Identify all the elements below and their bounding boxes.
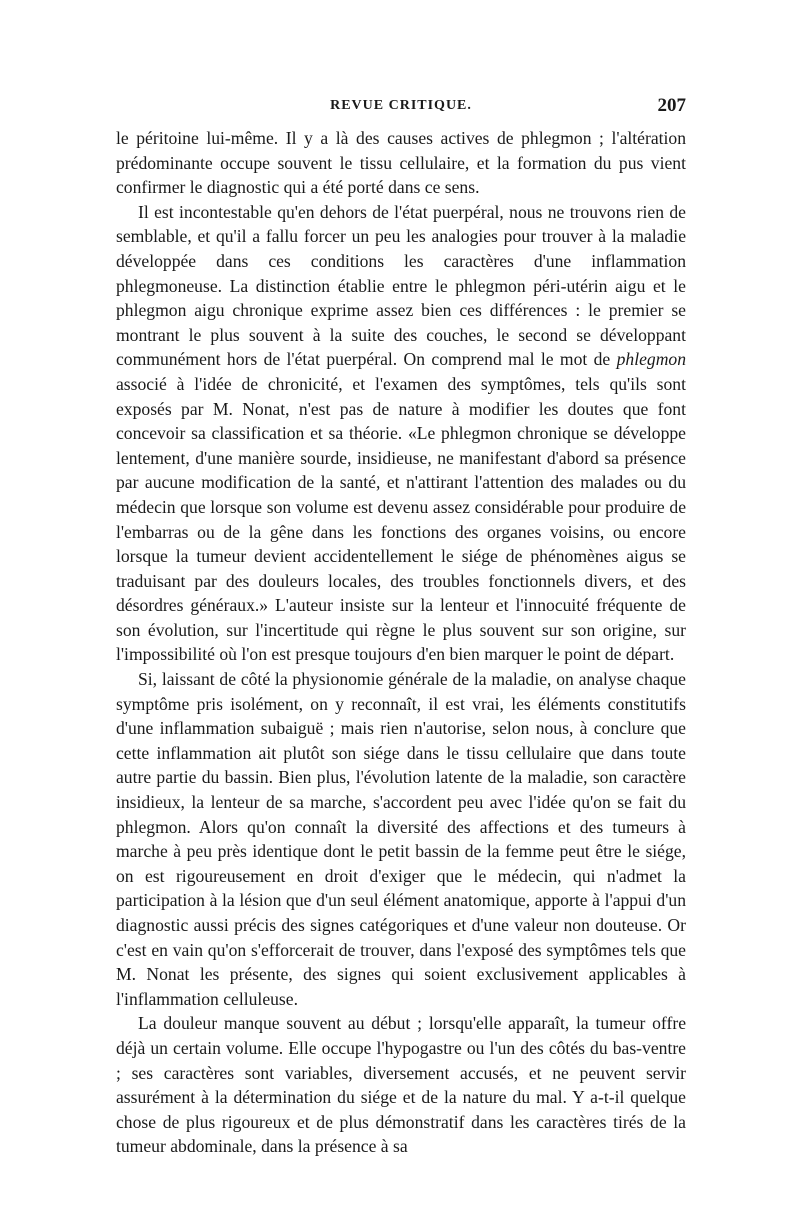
paragraph-symptom-analysis: Si, laissant de côté la physionomie générale de la maladie, on analyse chaque symptôme pris isolément, on y reconnaît, il est vrai, les éléments constitutifs d'une inflammation subaiguë ; mais rien n'autorise, selon nous, à conclure que cette inflammation ait plutôt son siége dans le tissu cellulaire que dans toute autre partie du bassin. Bien plus, l'évolution latente de la maladie, son caractère insidieux, la lenteur de sa marche, s'accordent peu avec l'idée qu'on se fait du phlegmon. Alors qu'on connaît la diversité des affections et des tumeurs à marche à peu près identique dont le petit bassin de la femme peut être le siége, on est rigoureusement en droit d'exiger que le médecin, qui n'admet la participation à la lésion que d'un seul élément anatomique, apporte à l'appui d'un diagnostic aussi précis des signes catégoriques et d'une valeur non douteuse. Or c'est en vain qu'on s'efforcerait de trouver, dans l'exposé des symptômes tels que M. Nonat les présente, des signes qui soient exclusivement applicables à l'inflammation celluleuse. xyxy=(116,669,686,1009)
page-number: 207 xyxy=(657,95,686,116)
paragraph-puerperal xyxy=(116,200,686,667)
paragraph-continued: le péritoine lui-même. Il y a là des causes actives de phlegmon ; l'altération prédominante occupe souvent le tissu cellulaire, et la formation du pus vient confirmer le diagnostic qui a été porté dans ce sens. xyxy=(116,128,686,198)
paragraph-douleur: La douleur manque souvent au début ; lorsqu'elle apparaît, la tumeur offre déjà un certain volume. Elle occupe l'hypogastre ou l'un des côtés du bas-ventre ; ses caractères sont variables, diversement accusés, et ne peuvent servir assurément à la détermination du siége et de la nature du mal. Y a-t-il quelque chose de plus rigoureux et de plus démonstratif dans les caractères tirés de la tumeur abdominale, dans la présence à sa xyxy=(116,1013,686,1157)
paragraph-puerperal-text-before: Il est incontestable qu'en dehors de l'état puerpéral, nous ne trouvons rien de semblable, et qu'il a fallu forcer un peu les analogies pour trouver à la maladie développée dans ces conditions les caractères d'une inflammation phlegmoneuse. La distinction établie entre le phlegmon péri-utérin aigu et le phlegmon aigu chronique exprime assez bien ces différences : le premier se montrant le plus souvent à la suite des couches, le second se développant communément hors de l'état puerpéral. On comprend mal le mot de xyxy=(116,201,686,370)
italic-term-phlegmon: phlegmon xyxy=(616,349,686,370)
running-title: REVUE CRITIQUE. xyxy=(330,98,472,113)
body-text xyxy=(116,126,686,1159)
book-page xyxy=(116,95,686,1159)
running-header xyxy=(116,95,686,126)
paragraph-puerperal-text-after: associé à l'idée de chronicité, et l'examen des symptômes, tels qu'ils sont exposés par M. Nonat, n'est pas de nature à modifier les doutes que font concevoir sa classification et sa théorie. «Le phlegmon chronique se développe lentement, d'une manière sourde, insidieuse, ne manifestant d'abord sa présence par aucune modification de la santé, et n'attirant l'attention des malades ou du médecin que lorsque son volume est devenu assez considérable pour produire de l'embarras ou de la gêne dans les fonctions des organes voisins, ou encore lorsque la tumeur devient accidentellement le siége de phénomènes aigus se traduisant par des douleurs locales, des troubles fonctionnels divers, et des désordres généraux.» L'auteur insiste sur la lenteur et l'innocuité fréquente de son évolution, sur l'incertitude qui règne le plus souvent sur son origine, sur l'impossibilité où l'on est presque toujours d'en bien marquer le point de départ. xyxy=(116,373,686,665)
